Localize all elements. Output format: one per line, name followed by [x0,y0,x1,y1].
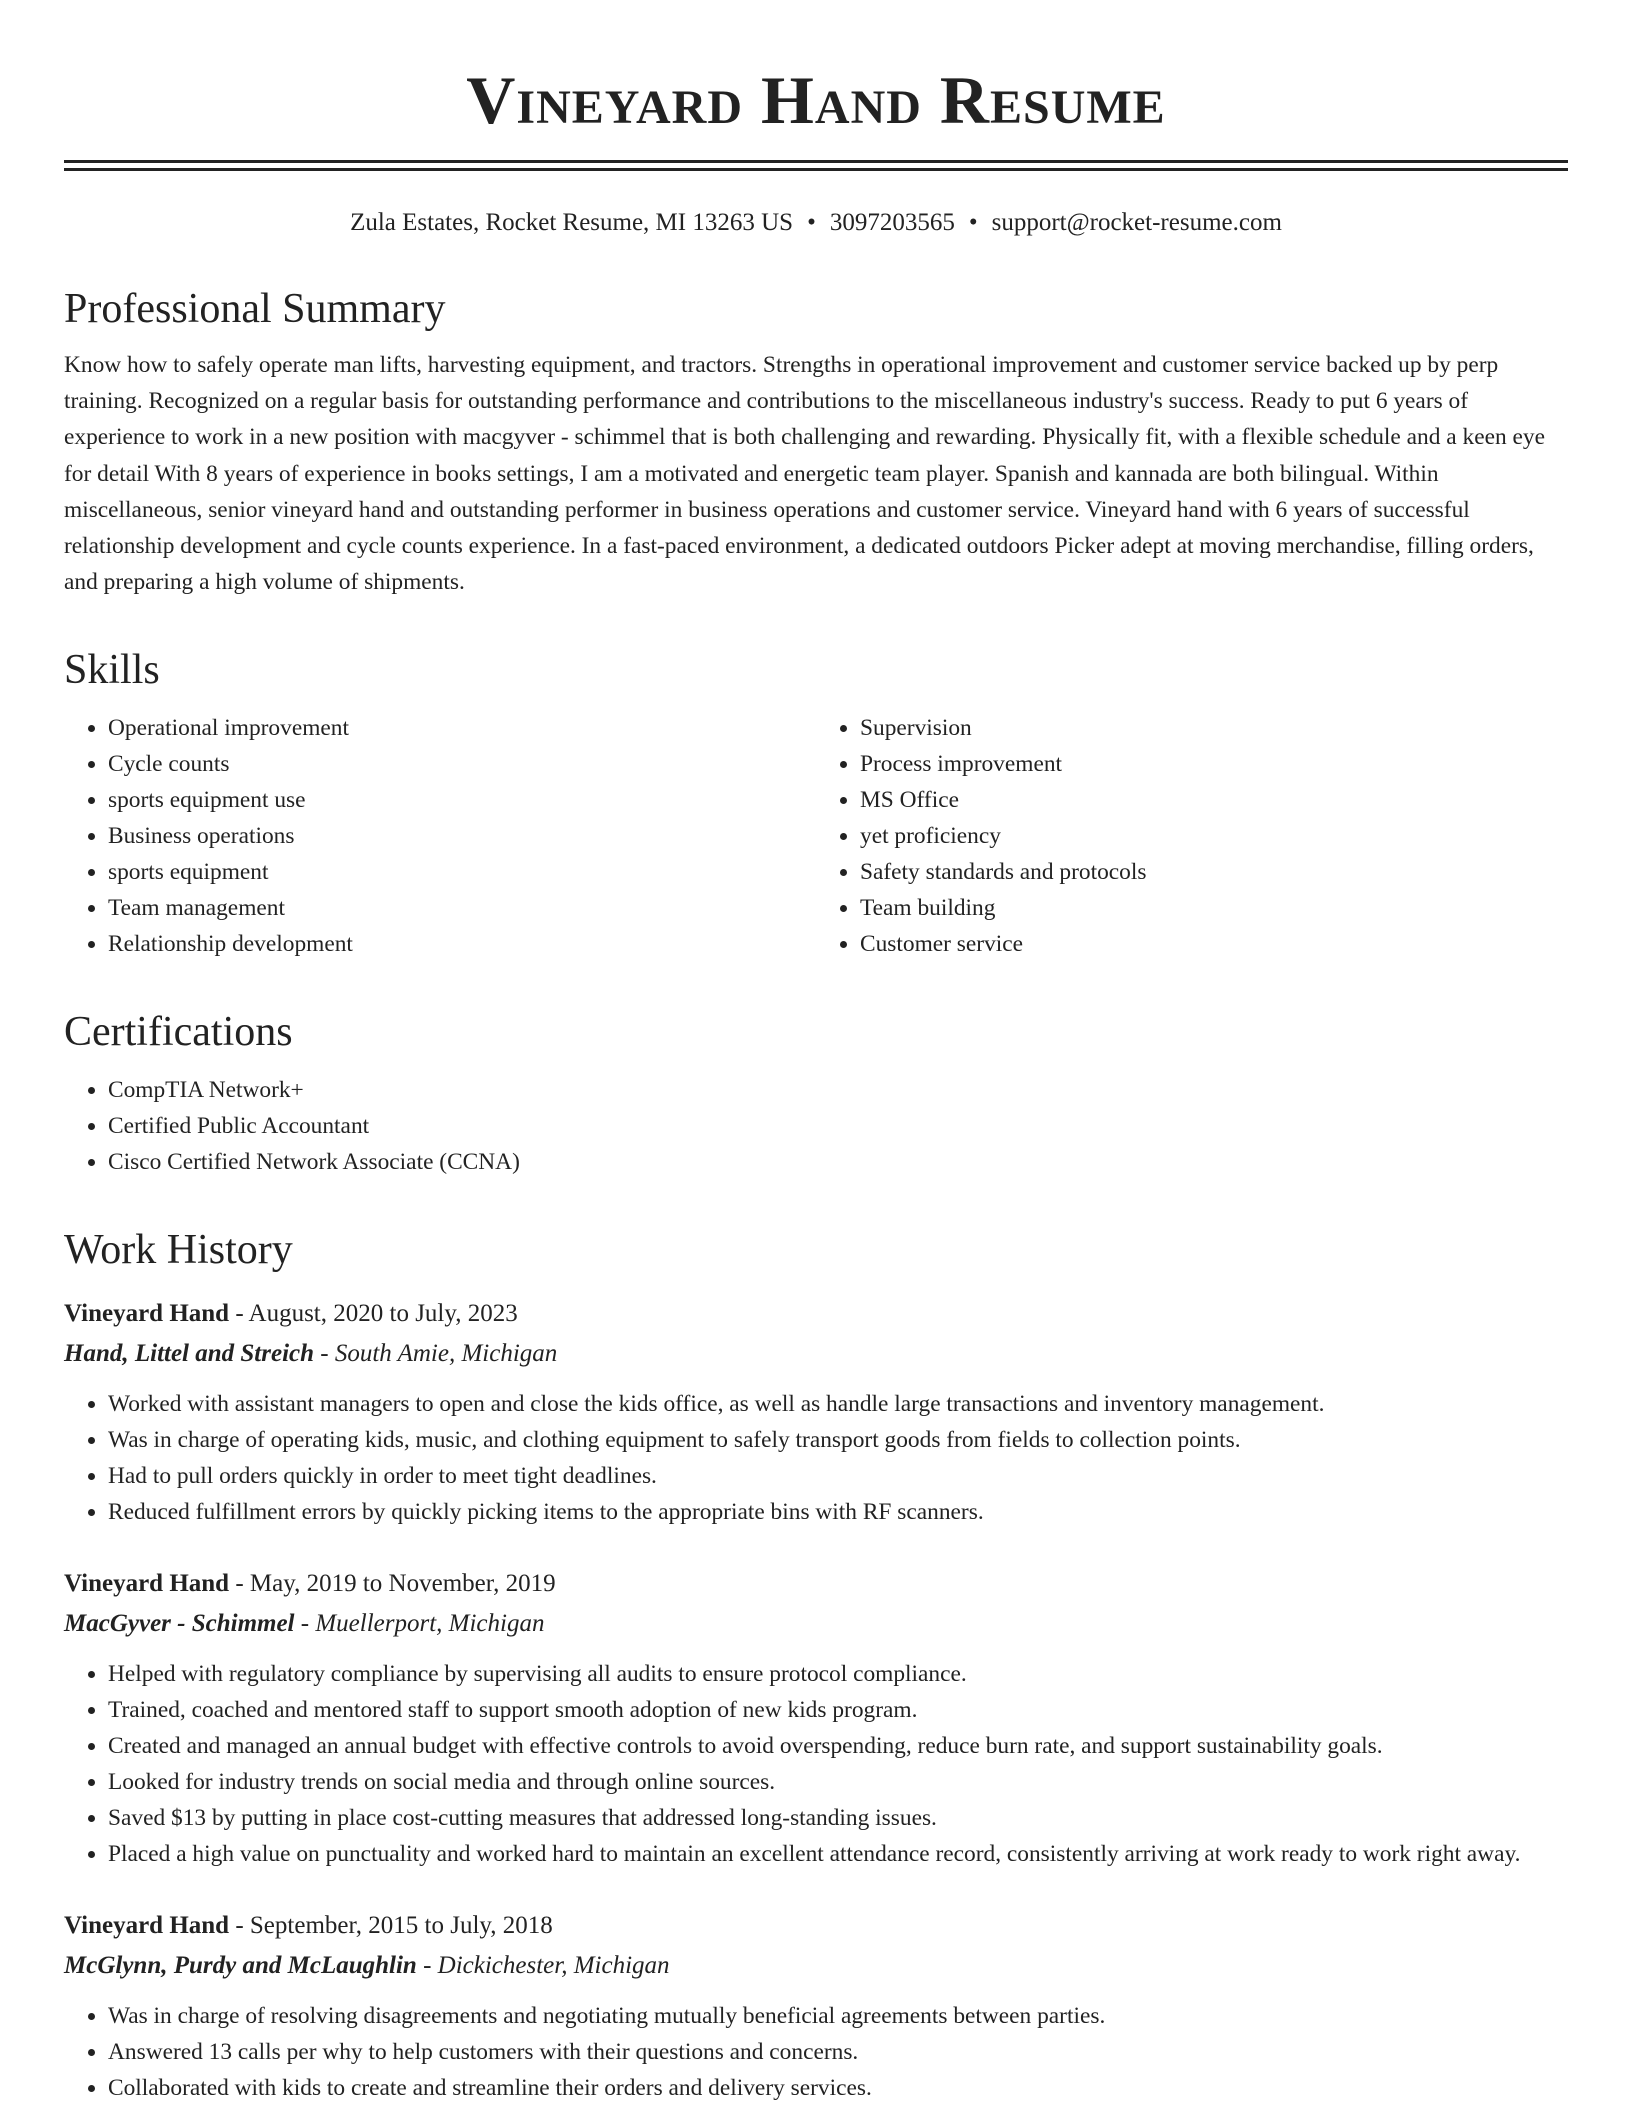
job-dates: - September, 2015 to July, 2018 [229,1912,553,1940]
skill-item: • Operational improvement [108,710,816,746]
job-bullet: • Reduced fulfillment errors by quickly picking items to the appropriate bins with RF scanners. [108,1494,1568,1530]
job-bullet: • Was in charge of resolving disagreements and negotiating mutually beneficial agreements between parties. [108,1998,1568,2034]
job-company: Hand, Littel and Streich [64,1340,315,1368]
job-bullet: • Trained, coached and mentored staff to support smooth adoption of new kids program. [108,1692,1568,1728]
skill-item: • sports equipment [108,854,816,890]
job-title-line [64,1906,1568,1946]
skill-item: • Customer service [860,926,1568,962]
job-company-line [64,1946,1568,1986]
job-company-line [64,1604,1568,1644]
job-location: - Muellerport, Michigan [294,1610,545,1638]
job-bullet: • Collaborated with kids to create and streamline their orders and delivery services. [108,2070,1568,2106]
job-title: Vineyard Hand [64,1300,230,1328]
certification-item: • Certified Public Accountant [108,1108,1568,1144]
resume-page [64,0,1568,2106]
job-entry [64,1906,1568,2106]
job-bullet: • Helped with regulatory compliance by supervising all audits to ensure protocol compliance. [108,1656,1568,1692]
contact-separator: • [968,209,978,236]
job-title: Vineyard Hand [64,1570,230,1598]
skill-item: • Safety standards and protocols [860,854,1568,890]
job-company: MacGyver - Schimmel [64,1610,295,1638]
job-bullet: • Answered 13 calls per why to help customers with their questions and concerns. [108,2034,1568,2070]
certifications-list [64,1072,1568,1180]
work-history-heading: Work History [64,1227,293,1274]
page-title: Vineyard Hand Resume [466,62,1166,138]
job-dates: - May, 2019 to November, 2019 [229,1570,556,1598]
job-bullet: • Placed a high value on punctuality and worked hard to maintain an excellent attendance record, consistently arriving at work ready to work right away. [108,1836,1568,1872]
contact-email: support@rocket-resume.com [991,209,1282,236]
job-dates: - August, 2020 to July, 2023 [229,1300,518,1328]
job-title-line [64,1564,1568,1604]
skills-columns [64,710,1568,962]
job-title-line [64,1294,1568,1334]
skill-item: • yet proficiency [860,818,1568,854]
skills-list-left [64,710,816,962]
job-bullets [64,1386,1568,1530]
job-bullet: • Looked for industry trends on social media and through online sources. [108,1764,1568,1800]
certifications-heading: Certifications [64,1009,293,1056]
skill-item: • Relationship development [108,926,816,962]
job-bullet: • Worked with assistant managers to open and close the kids office, as well as handle large transactions and inventory management. [108,1386,1568,1422]
skills-list-right [816,710,1568,962]
skills-heading: Skills [64,647,160,694]
summary-heading: Professional Summary [64,286,446,332]
job-bullet: • Had to pull orders quickly in order to meet tight deadlines. [108,1458,1568,1494]
job-location: - Dickichester, Michigan [416,1952,670,1980]
certification-item: • CompTIA Network+ [108,1072,1568,1108]
job-bullet: • Was in charge of operating kids, music, and clothing equipment to safely transport goods from fields to collection points. [108,1422,1568,1458]
job-title: Vineyard Hand [64,1912,230,1940]
skill-item: • MS Office [860,782,1568,818]
contact-phone: 3097203565 [829,209,955,236]
job-entry [64,1294,1568,1530]
skill-item: • Cycle counts [108,746,816,782]
skill-item: • Process improvement [860,746,1568,782]
job-bullets [64,1656,1568,1872]
contact-separator: • [807,209,816,236]
job-bullets [64,1998,1568,2106]
title-rule-top [64,160,1568,163]
skill-item: • Business operations [108,818,816,854]
job-location: - South Amie, Michigan [314,1340,558,1368]
skill-item: • sports equipment use [108,782,816,818]
job-bullet: • Saved $13 by putting in place cost-cutting measures that addressed long-standing issues. [108,1800,1568,1836]
job-company: McGlynn, Purdy and McLaughlin [64,1952,417,1980]
certification-item: • Cisco Certified Network Associate (CCNA) [108,1144,1568,1180]
contact-address: Zula Estates, Rocket Resume, MI 13263 US [350,209,794,236]
title-rule-bottom [64,168,1568,171]
skill-item: • Supervision [860,710,1568,746]
summary-text: Know how to safely operate man lifts, harvesting equipment, and tractors. Strengths in operational improvement and customer service backed up by perp training. Recognized on a regular basis for outstanding performance and contributions to the miscellaneous industry's success. Ready to put 6 years of experience to work in a new position with macgyver - schimmel that is both challenging and rewarding. Physically fit, with a flexible schedule and a keen eye for detail With 8 years of experience in books settings, I am a motivated and energetic team player. Spanish and kannada are both bilingual. Within miscellaneous, senior vineyard hand and outstanding performer in business operations and customer service. Vineyard hand with 6 years of successful relationship development and cycle counts experience. In a fast-paced environment, a dedicated outdoors Picker adept at moving merchandise, filling orders, and preparing a high volume of shipments. [64,352,1545,596]
skill-item: • Team management [108,890,816,926]
skill-item: • Team building [860,890,1568,926]
job-entry [64,1564,1568,1872]
job-bullet: • Created and managed an annual budget with effective controls to avoid overspending, reduce burn rate, and support sustainability goals. [108,1728,1568,1764]
job-company-line [64,1334,1568,1374]
contact-line [64,207,1568,239]
